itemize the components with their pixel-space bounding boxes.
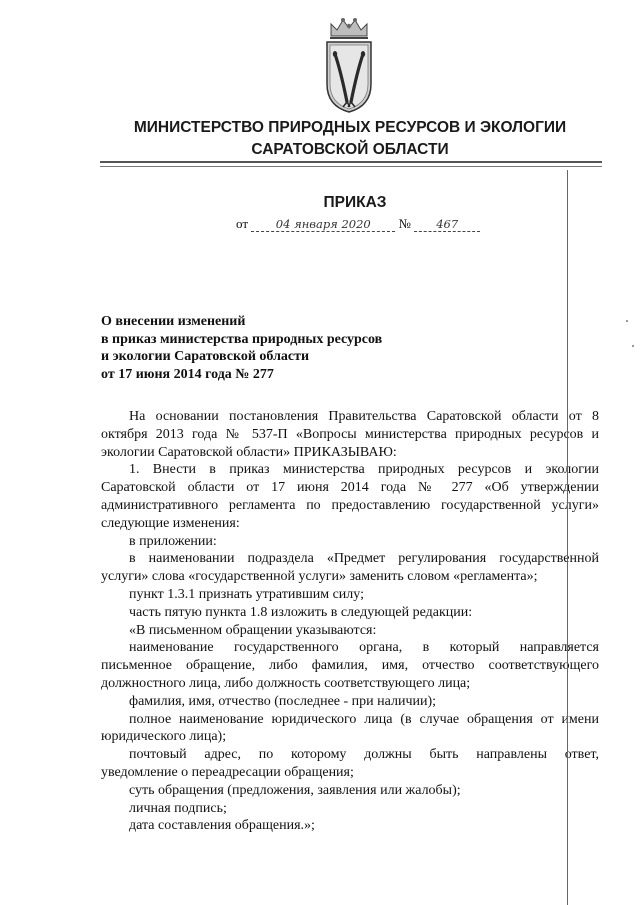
body-line: экологии Саратовской области» ПРИКАЗЫВАЮ: (101, 444, 397, 460)
body-line: наименование государственного органа, в который направляется (129, 640, 599, 656)
subject-line: в приказ министерства природных ресурсов (101, 331, 383, 347)
body-line: должностного лица, либо должность соответствующего лица; (101, 675, 471, 691)
scan-artifact-line (567, 170, 568, 905)
body-line: юридического лица); (101, 729, 227, 745)
subject-line: О внесении изменений (101, 314, 246, 329)
order-body (101, 408, 599, 835)
body-line: почтовый адрес, по которому должны быть направлены ответ, (129, 747, 599, 763)
body-line: пункт 1.3.1 признать утратившим силу; (129, 586, 364, 602)
ministry-name-line2: САРАТОВСКОЙ ОБЛАСТИ (251, 141, 449, 158)
order-date-handwritten: 04 января 2020 (251, 217, 395, 232)
number-prefix: № (398, 216, 411, 231)
subject-line: и экологии Саратовской области (101, 349, 310, 364)
body-line: октября 2013 года № 537-П «Вопросы министерства природных ресурсов и (101, 426, 599, 442)
document-title: ПРИКАЗ (323, 194, 387, 211)
header-divider-thin (100, 166, 602, 167)
body-line: дата составления обращения.»; (129, 818, 315, 834)
date-prefix: от (236, 216, 249, 231)
body-line: суть обращения (предложения, заявления или жалобы); (129, 782, 461, 798)
scan-speck (632, 345, 634, 347)
body-line: в наименовании подраздела «Предмет регулирования государственной (129, 551, 599, 567)
body-line: услуги» слова «государственной услуги» заменить словом «регламента»; (101, 569, 538, 585)
body-line: личная подпись; (129, 800, 227, 816)
header-divider-thick (100, 161, 602, 163)
ministry-header (95, 117, 605, 161)
saratov-coat-of-arms-icon (317, 14, 381, 114)
body-line: административного регламента по предоставлению государственной услуги» (101, 497, 599, 513)
subject-line: от 17 июня 2014 года № 277 (101, 366, 274, 382)
body-line: фамилия, имя, отчество (последнее - при наличии); (129, 693, 437, 709)
body-line: часть пятую пункта 1.8 изложить в следующей редакции: (129, 604, 473, 620)
body-line: письменное обращение, либо фамилия, имя, отчество соответствующего (101, 658, 599, 674)
ministry-name-line1: МИНИСТЕРСТВО ПРИРОДНЫХ РЕСУРСОВ И ЭКОЛОГИИ (133, 119, 567, 136)
body-line: 1. Внести в приказ министерства природных ресурсов и экологии (129, 462, 599, 478)
body-line: уведомление о переадресации обращения; (101, 764, 354, 780)
body-line: полное наименование юридического лица (в случае обращения от имени (129, 711, 599, 727)
order-number-handwritten: 467 (414, 217, 480, 232)
scan-speck (626, 320, 628, 322)
body-line: Саратовской области от 17 июня 2014 года № 277 «Об утверждении (101, 480, 599, 496)
order-subject (101, 313, 421, 383)
body-line: в приложении: (129, 533, 217, 549)
body-line: «В письменном обращении указываются: (129, 622, 377, 638)
body-line: На основании постановления Правительства Саратовской области от 8 (129, 409, 599, 424)
body-line: следующие изменения: (101, 515, 240, 531)
order-date-number-line (236, 216, 480, 232)
